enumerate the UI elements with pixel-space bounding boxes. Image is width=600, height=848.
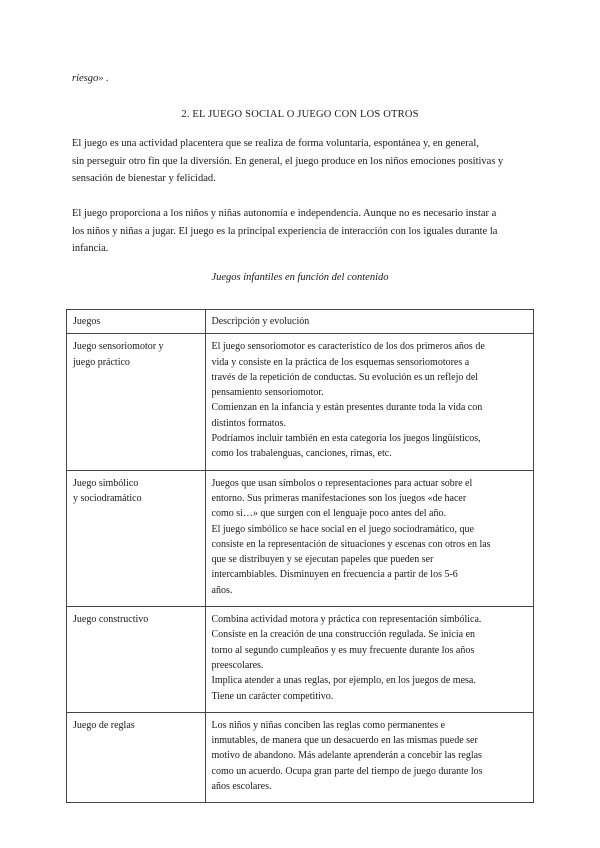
table-row (67, 334, 534, 470)
description-line: vida y consiste en la práctica de los esquemas sensoriomotores a (211, 356, 470, 368)
description-line: Juegos que usan símbolos o representaciones para actuar sobre el (211, 477, 473, 489)
description-line: años escolares. (211, 781, 272, 793)
description-line: como si…» que surgen con el lenguaje poco antes del año. (211, 508, 446, 520)
game-name-line: Juego sensoriomotor y (73, 341, 164, 353)
description-cell (205, 607, 534, 713)
description-line: Implica atender a unas reglas, por ejemplo, en los juegos de mesa. (211, 675, 476, 687)
game-name-line: Juego simbólico (73, 477, 139, 489)
table-row (67, 607, 534, 713)
previous-text-tail: riesgo» . (72, 73, 109, 84)
description-cell (205, 712, 534, 802)
game-cell (67, 334, 206, 470)
game-cell (67, 607, 206, 713)
description-line: como un acuerdo. Ocupa gran parte del tiempo de juego durante los (211, 765, 483, 777)
description-line: El juego sensoriomotor es característico de los dos primeros años de (211, 341, 485, 353)
description-line: torno al segundo cumpleaños y es muy frecuente durante los años (211, 644, 475, 656)
description-cell (205, 334, 534, 470)
paragraph-line: El juego proporciona a los niños y niñas autonomía e independencia. Aunque no es necesario instar a (72, 208, 497, 219)
description-line: través de la repetición de conductas. Su evolución es un reflejo del (211, 371, 479, 383)
description-line: inmutables, de manera que un desacuerdo en las mismas puede ser (211, 735, 478, 747)
description-line: Consiste en la creación de una construcción regulada. Se inicia en (211, 629, 476, 641)
description-line: que se distribuyen y se ejecutan papeles que pueden ser (211, 554, 434, 566)
description-line: motivo de abandono. Más adelante aprenderán a concebir las reglas (211, 750, 482, 762)
description-line: entorno. Sus primeras manifestaciones son los juegos «de hacer (211, 492, 467, 504)
description-line: como los trabalenguas, canciones, rimas, etc. (211, 448, 392, 460)
table-row (67, 712, 534, 802)
paragraph-line: infancia. (72, 243, 109, 254)
paragraph-line: sin perseguir otro fin que la diversión. En general, el juego produce en los niños emociones positivas y (72, 155, 504, 167)
paragraph-1 (72, 135, 532, 188)
description-cell (205, 470, 534, 606)
description-line: años. (211, 584, 233, 596)
description-line: Combina actividad motora y práctica con representación simbólica. (211, 614, 482, 626)
description-line: pensamiento sensoriomotor. (211, 387, 324, 399)
game-cell (67, 470, 206, 606)
description-line: El juego simbólico se hace social en el juego sociodramático, que (211, 523, 474, 535)
game-cell (67, 712, 206, 802)
column-header-description: Descripción y evolución (205, 310, 534, 334)
description-line: Podríamos incluir también en esta categoría los juegos lingüísticos, (211, 433, 481, 445)
column-header-games: Juegos (67, 310, 206, 334)
description-line: preescolares. (211, 659, 264, 671)
paragraph-line: El juego es una actividad placentera que se realiza de forma voluntaria, espontánea y, en general, (72, 138, 479, 149)
game-name-line: y sociodramático (73, 492, 142, 504)
description-line: Tiene un carácter competitivo. (211, 690, 334, 702)
game-name-line: Juego de reglas (73, 719, 135, 731)
table-caption: Juegos infantiles en función del contenido (211, 272, 389, 283)
table-row (67, 470, 534, 606)
description-line: consiste en la representación de situaciones y escenas con otros en las (211, 538, 491, 550)
description-line: intercambiables. Disminuyen en frecuencia a partir de los 5-6 (211, 569, 458, 581)
description-line: Comienzan en la infancia y están presentes durante toda la vida con (211, 402, 483, 414)
games-table (66, 309, 534, 803)
paragraph-2 (72, 205, 532, 258)
description-line: Los niños y niñas conciben las reglas como permanentes e (211, 719, 446, 731)
game-name-line: juego práctico (73, 356, 130, 368)
game-name-line: Juego constructivo (73, 614, 149, 626)
section-title: 2. EL JUEGO SOCIAL O JUEGO CON LOS OTROS (181, 109, 419, 120)
paragraph-line: sensación de bienestar y felicidad. (72, 173, 216, 184)
paragraph-line: los niños y niñas a jugar. El juego es la principal experiencia de interacción con los iguales durante la (72, 225, 498, 237)
description-line: distintos formatos. (211, 417, 286, 429)
table-header-row (67, 310, 534, 334)
